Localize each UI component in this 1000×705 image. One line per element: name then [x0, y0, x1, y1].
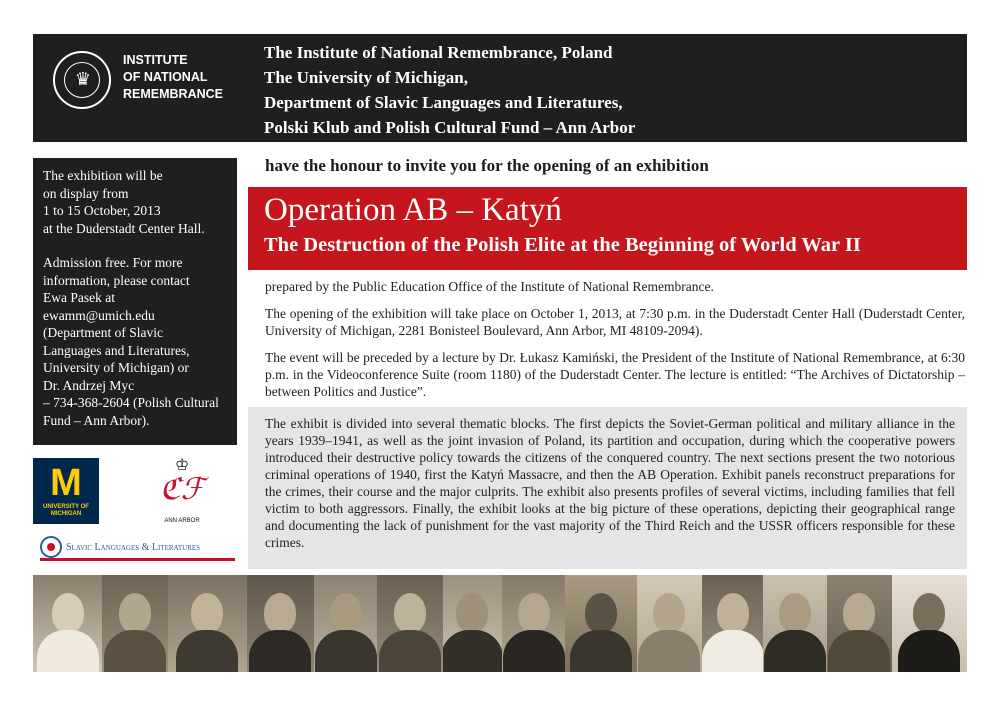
portrait-photo: [443, 575, 502, 672]
portrait-photo: [702, 575, 763, 672]
portrait-photo: [892, 575, 967, 672]
um-block-m: M: [50, 462, 82, 504]
info-line: Fund – Ann Arbor).: [43, 412, 150, 428]
crown-icon: ♔: [174, 457, 190, 474]
display-info: [43, 167, 231, 237]
organizer-line: The University of Michigan,: [264, 68, 468, 87]
portrait-photo: [168, 575, 247, 672]
portrait-photo: [827, 575, 892, 672]
club-monogram-icon: ℭℱ: [159, 473, 205, 506]
slavic-logo-text: Slavic Languages & Literatures: [66, 542, 201, 553]
portrait-photo: [565, 575, 636, 672]
slavic-department-logo: [40, 534, 235, 562]
exhibition-info-box: [33, 158, 237, 445]
exhibition-title: Operation AB – Katyń: [264, 192, 562, 228]
info-line: Dr. Andrzej Myc: [43, 377, 135, 393]
organizer-line: The Institute of National Remembrance, Poland: [264, 43, 613, 62]
polish-club-logo: [158, 458, 206, 526]
institute-name-line: INSTITUTE: [123, 53, 188, 67]
portrait-photo: [314, 575, 377, 672]
organizer-line: Department of Slavic Languages and Literatures,: [264, 93, 623, 112]
exhibit-description: The exhibit is divided into several thematic blocks. The first depicts the Soviet-German political and military alliance in the years 1939–1941, as well as the joint invasion of Poland, its partition and occupation, during which the cooperative powers introduced their destructive policy towards the citizens of the conquered country. The next sections present the two notorious criminal operations of 1940, first the Katyń Massacre, and then the AB Operation. Exhibit panels reconstruct preparations for the crimes, their course and the major culprits. The exhibit also presents profiles of several victims, including families that fell victim to both aggressors. Finally, the exhibit looks at the big picture of these operations, depicting their geographical range and documenting the lack of punishment for the vast majority of the Third Reich and the USSR officers responsible for these crimes.: [248, 407, 967, 569]
prepared-by-paragraph: prepared by the Public Education Office of the Institute of National Remembrance.: [265, 279, 714, 294]
portrait-photo: [763, 575, 826, 672]
info-line: (Department of Slavic: [43, 325, 163, 340]
exhibition-subtitle: The Destruction of the Polish Elite at the Beginning of World War II: [264, 234, 861, 256]
university-of-michigan-logo: [33, 458, 99, 524]
portrait-photo: [33, 575, 102, 672]
opening-paragraph: The opening of the exhibition will take place on October 1, 2013, at 7:30 p.m. in the Duderstadt Center Hall (Duderstadt Center, University of Michigan, 2281 Bonisteel Boulevard, Ann Arbor, MI 48109-2094).: [265, 306, 965, 338]
institute-seal-icon: ♛: [53, 51, 111, 109]
info-line: The exhibition will be: [43, 168, 163, 183]
um-logo-line: UNIVERSITY OF: [43, 504, 89, 510]
contact-email-link[interactable]: ewamm@umich.edu: [43, 307, 155, 323]
portrait-photo: [502, 575, 565, 672]
event-details: [265, 278, 965, 410]
header-band: [33, 34, 967, 142]
info-line: Languages and Literatures,: [43, 342, 190, 358]
institute-name: [123, 52, 253, 103]
invitation-line: have the honour to invite you for the opening of an exhibition: [265, 156, 709, 175]
victim-portraits-strip: [33, 575, 967, 672]
contact-info: [43, 254, 231, 429]
organizers-list: [264, 40, 954, 140]
info-line: information, please contact: [43, 272, 190, 288]
institute-name-line: REMEMBRANCE: [123, 87, 223, 101]
portrait-photo: [637, 575, 702, 672]
portrait-photo: [102, 575, 167, 672]
slavic-logo-bar: [40, 558, 235, 561]
organizer-line: Polski Klub and Polish Cultural Fund – Ann Arbor: [264, 118, 636, 137]
um-logo-text: [33, 504, 99, 518]
institute-name-line: OF NATIONAL: [123, 70, 208, 84]
info-line: at the Duderstadt Center Hall.: [43, 220, 205, 236]
lecture-paragraph: The event will be preceded by a lecture by Dr. Łukasz Kamiński, the President of the Institute of National Remembrance, at 6:30 p.m. in the Videoconference Suite (room 1180) of the Duderstadt Center. The lecture is entitled: “The Archives of Dictatorship – between Politics and Justice”.: [265, 350, 965, 399]
club-logo-caption: ANN ARBOR: [164, 518, 200, 524]
slavic-circle-icon: [40, 536, 62, 558]
portrait-photo: [247, 575, 314, 672]
info-line: Ewa Pasek at: [43, 290, 115, 305]
info-line: – 734-368-2604 (Polish Cultural: [43, 395, 219, 410]
um-logo-line: MICHIGAN: [50, 511, 82, 517]
info-line: University of Michigan) or: [43, 360, 189, 375]
info-line: on display from: [43, 185, 129, 201]
info-line: Admission free. For more: [43, 255, 183, 270]
title-band: [248, 187, 967, 270]
portrait-photo: [377, 575, 442, 672]
info-line: 1 to 15 October, 2013: [43, 203, 161, 218]
